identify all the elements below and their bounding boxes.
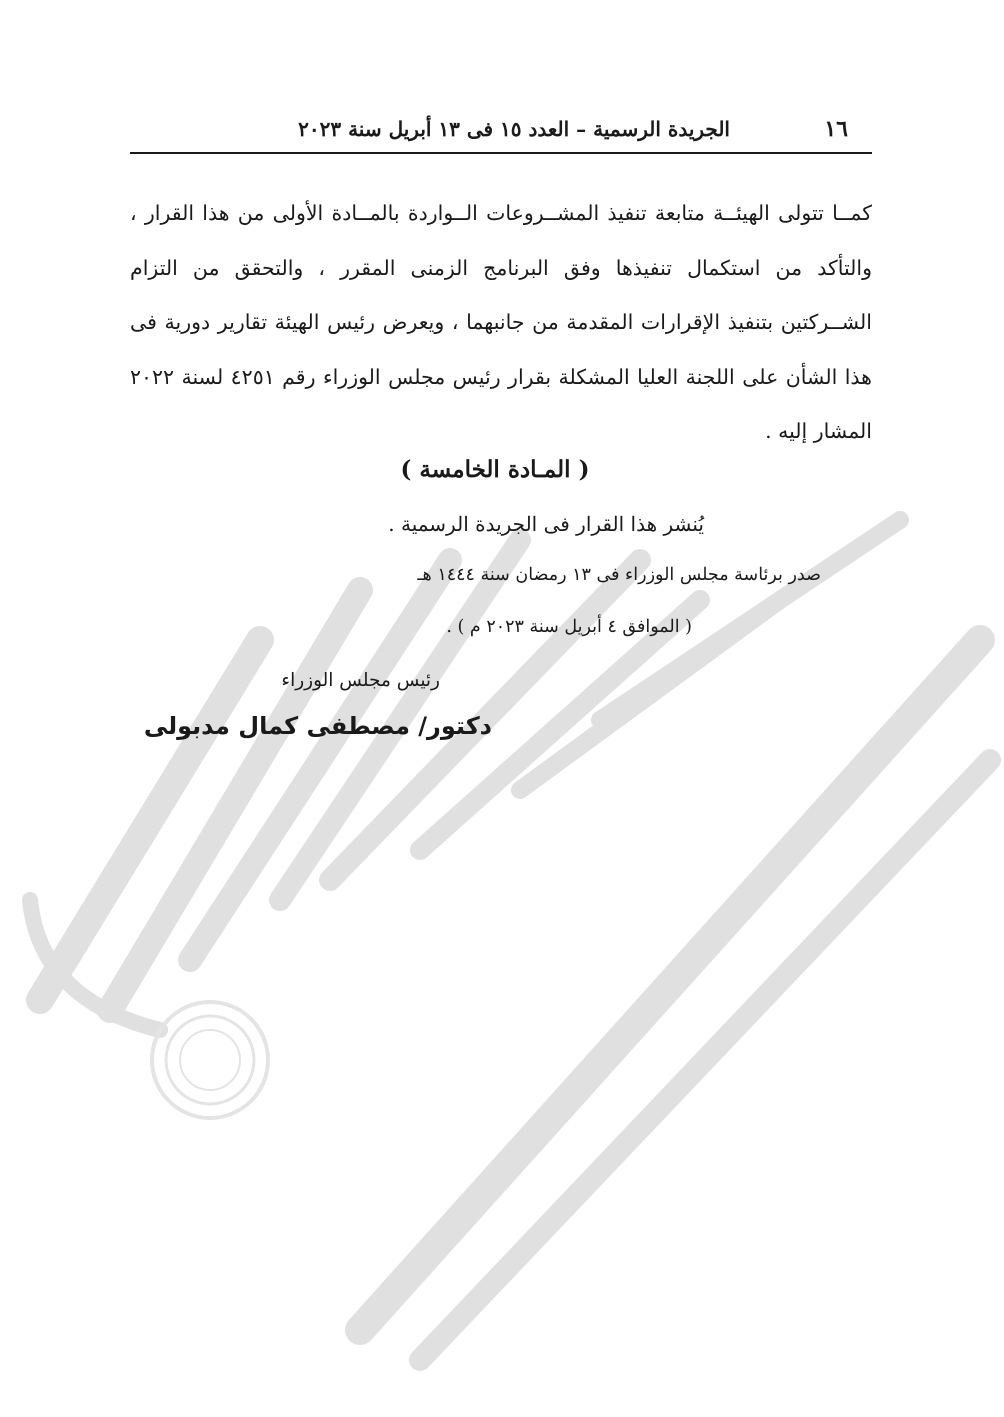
publish-statement: يُنشر هذا القرار فى الجريدة الرسمية . xyxy=(388,512,704,536)
issued-statement: صدر برئاسة مجلس الوزراء فى ١٣ رمضان سنة ١٤٤٤ هـ xyxy=(417,565,821,585)
page-header xyxy=(130,112,872,154)
corresponding-date: ( الموافق ٤ أبريل سنة ٢٠٢٣ م ) . xyxy=(446,617,692,637)
page-number: ١٦ xyxy=(824,116,848,142)
gazette-title: الجريدة الرسمية – العدد ١٥ فى ١٣ أبريل سنة ٢٠٢٣ xyxy=(298,117,730,141)
signatory-name: دكتور/ مصطفى كمال مدبولى xyxy=(143,712,492,740)
signatory-title: رئيس مجلس الوزراء xyxy=(281,670,440,691)
section-heading: ( المـادة الخامسة ) xyxy=(400,456,590,483)
body-paragraph: كمــا تتولى الهيئــة متابعة تنفيذ المشــروعات الــواردة بالمــادة الأولى من هذا القرار ، والتأكد من استكمال تنفيذها وفق البرنامج الزمنى المقرر ، والتحقق من التزام الشــركتين بتنفيذ الإقرارات المقدمة من جانبهما ، ويعرض رئيس الهيئة تقارير دورية فى هذا الشأن على اللجنة العليا المشكلة بقرار رئيس مجلس الوزراء رقم ٤٢٥١ لسنة ٢٠٢٢ المشار إليه . xyxy=(130,201,872,443)
